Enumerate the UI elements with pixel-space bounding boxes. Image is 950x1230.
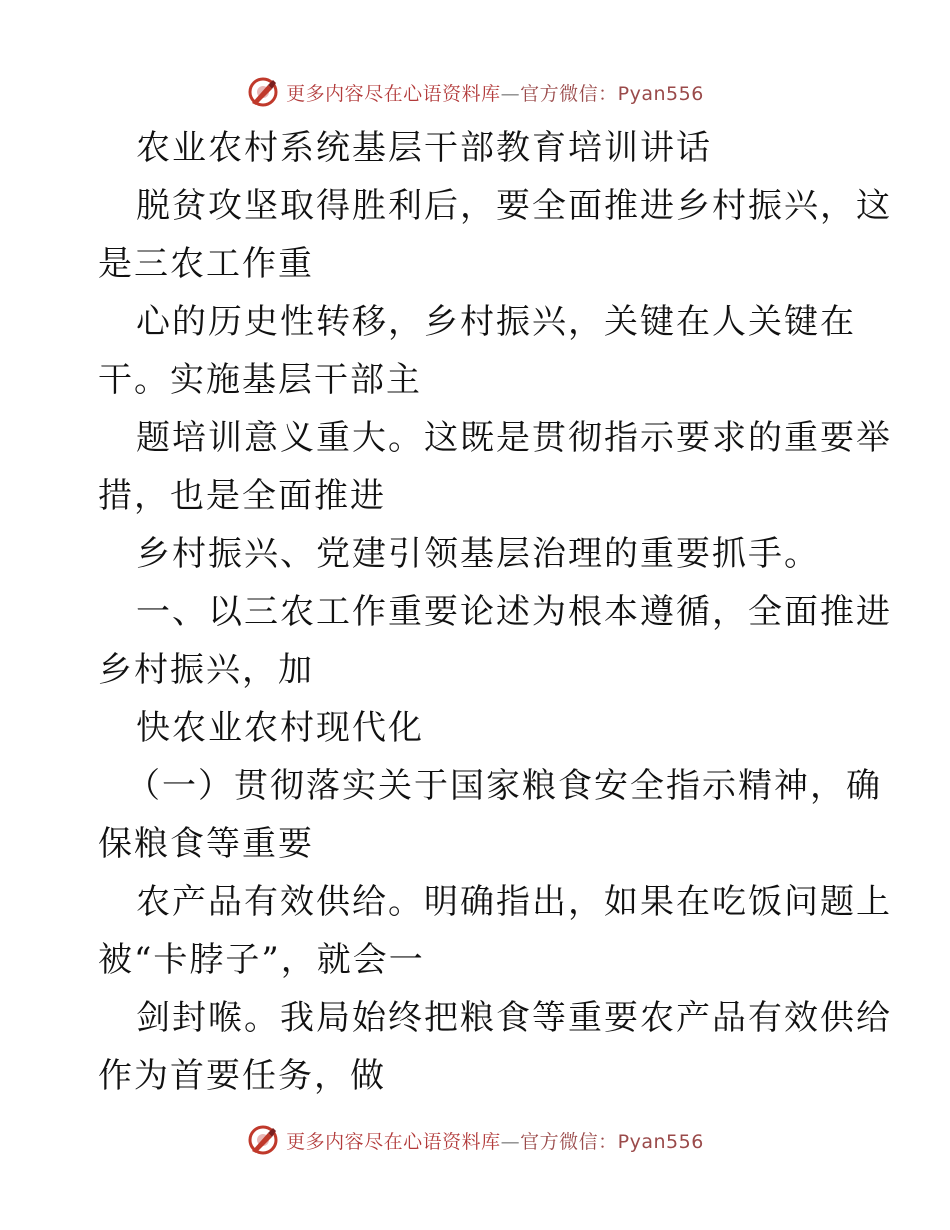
footer-wechat: 官方微信：Pyan556 bbox=[520, 1130, 704, 1153]
document-title: 农业农村系统基层干部教育培训讲话 bbox=[136, 128, 712, 168]
text-line: 被“卡脖子”，就会一 bbox=[98, 940, 425, 980]
text-line: 是三农工作重 bbox=[98, 244, 314, 284]
text-line: 乡村振兴，加 bbox=[98, 650, 314, 690]
text-line: 干。实施基层干部主 bbox=[98, 360, 422, 400]
text-line: 心的历史性转移，乡村振兴，关键在人关键在 bbox=[136, 302, 856, 342]
header-wechat: 官方微信：Pyan556 bbox=[520, 82, 704, 105]
text-line: 农产品有效供给。明确指出，如果在吃饭问题上 bbox=[136, 882, 892, 922]
subsection-heading: （一）贯彻落实关于国家粮食安全指示精神，确 bbox=[126, 766, 882, 806]
text-line: 剑封喉。我局始终把粮食等重要农产品有效供给 bbox=[136, 998, 892, 1038]
pen-logo-icon bbox=[246, 75, 280, 109]
text-line: 脱贫攻坚取得胜利后，要全面推进乡村振兴，这 bbox=[136, 186, 892, 226]
text-line: 快农业农村现代化 bbox=[136, 708, 424, 748]
header-text bbox=[286, 79, 704, 106]
footer-text bbox=[286, 1127, 704, 1154]
text-line: 作为首要任务，做 bbox=[98, 1056, 386, 1096]
pen-logo-icon bbox=[246, 1123, 280, 1157]
header-banner bbox=[0, 72, 950, 112]
footer-brand: 更多内容尽在心语资料库 bbox=[286, 1130, 501, 1153]
text-line: 乡村振兴、党建引领基层治理的重要抓手。 bbox=[136, 534, 820, 574]
section-heading: 一、以三农工作重要论述为根本遵循，全面推进 bbox=[136, 592, 892, 632]
text-line: 保粮食等重要 bbox=[98, 824, 314, 864]
footer-separator: — bbox=[500, 1130, 521, 1153]
footer-banner bbox=[0, 1120, 950, 1160]
header-brand: 更多内容尽在心语资料库 bbox=[286, 82, 501, 105]
text-line: 题培训意义重大。这既是贯彻指示要求的重要举 bbox=[136, 418, 892, 458]
header-separator: — bbox=[500, 82, 521, 105]
text-line: 措，也是全面推进 bbox=[98, 476, 386, 516]
